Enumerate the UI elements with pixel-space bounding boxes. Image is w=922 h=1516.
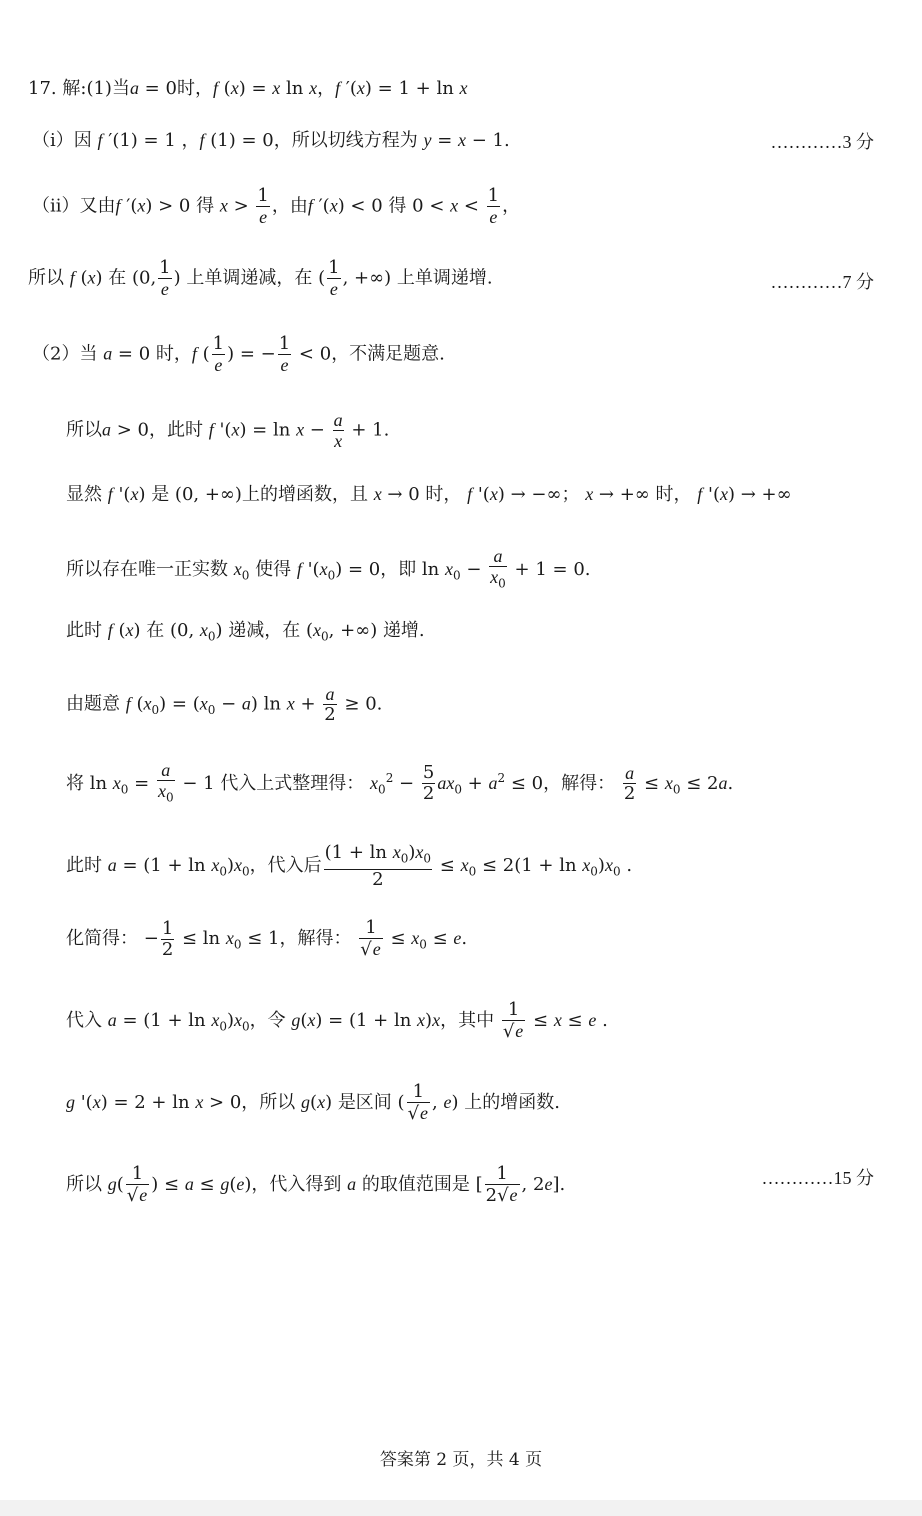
page-footer: 答案第 2 页，共 4 页: [379, 1450, 543, 1470]
part2-line10: g '(x) = 2 + ln x > 0，所以 g(x) 是区间 ( $\frac{1}{√e}$ , e) 上的增函数.: [66, 1081, 560, 1124]
part1-i: （i）因 f ′(1) = 1 ，f (1) = 0，所以切线方程为 y = x − 1.: [32, 130, 510, 151]
part2-line1: 所以a > 0，此时 f '(x) = ln x − $\frac{a}{x}$ + 1.: [66, 410, 390, 451]
problem-number: 17.: [28, 78, 57, 99]
part2-line9: 代入 $a = (1 + \ln x_0)x_0$，令 g(x) = (1 + ln x)x，其中 $\frac{1}{√e}$ ≤ x ≤ e .: [66, 999, 608, 1042]
part2-line11: 所以 g( $\frac{1}{√e}$ ) ≤ a ≤ g(e)，代入得到 a 的取值范围是 [ $\frac{1}{2√e}$ , 2e].: [66, 1163, 566, 1206]
score-3: …………3 分: [770, 132, 874, 152]
part2-line2: 显然 f '(x) 是 (0, +∞)上的增函数，且 x → 0 时， f '(x) → −∞； x → +∞ 时， f '(x) → +∞: [66, 484, 792, 505]
part2-line3: 所以存在唯一正实数 $x_0$ 使得 f '$(x_0) = 0$，即 $\ln x_0$ − $\frac{a}{x_0}$ + 1 = 0.: [66, 546, 591, 591]
part2-line5: 由题意 f $(x_0) = (x_0 - a)$ ln x + $\frac{a}{2}$ ≥ 0.: [66, 684, 383, 725]
part1-conclusion: 所以 f (x) 在 (0, $\frac{1}{e}$ ) 上单调递减，在 ( $\frac{1}{e}$ , +∞) 上单调递增.: [28, 257, 493, 299]
score-15: …………15 分: [761, 1168, 874, 1188]
problem-header: 17. 解:(1)当a = 0时，f (x) = x ln x，f ′(x) = 1 + ln x: [28, 78, 468, 99]
part2-line7: 此时 $a = (1 + \ln x_0)x_0$，代入后 $\frac{(1 + \ln x_0)x_0}{2}$ ≤ $x_0 \le 2(1 + \ln x_0)x_0$ .: [66, 842, 633, 890]
bottom-bar: [0, 1500, 922, 1516]
part2-line6: 将 $\ln x_0$ = $\frac{a}{x_0}$ − 1 代入上式整理得： $x_0^2$ − $\frac{5}{2}$ $ax_0 + a^2 \le 0$，解得： $\frac{a}{2}$ ≤ $x_0 \le 2a$.: [66, 760, 734, 805]
part1-ii: （ii）又由f ′(x) > 0 得 x > $\frac{1}{e}$ ，由f ′(x) < 0 得 0 < x < $\frac{1}{e}$ ，: [32, 185, 521, 227]
score-7: …………7 分: [770, 272, 874, 292]
part2-header: （2）当 a = 0 时，f ( $\frac{1}{e}$ ) = − $\frac{1}{e}$ < 0，不满足题意.: [32, 333, 445, 375]
part2-line4: 此时 f (x) 在 (0, $x_0$) 递减，在 ($x_0$, +∞) 递增.: [66, 620, 425, 644]
part2-line8: 化简得： − $\frac{1}{2}$ ≤ $\ln x_0 \le 1$，解得： $\frac{1}{√e}$ ≤ $x_0 \le e$.: [66, 917, 468, 960]
